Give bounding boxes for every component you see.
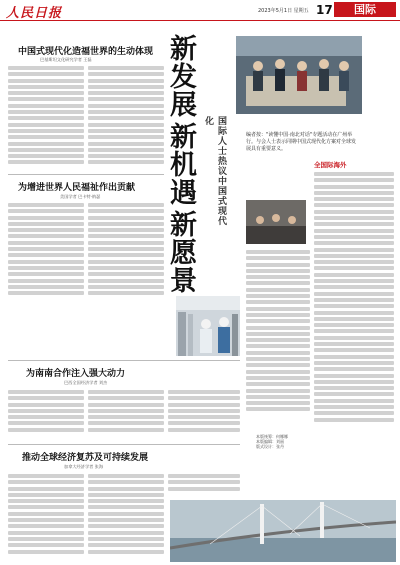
article-body [168, 474, 240, 498]
article-body [168, 390, 240, 440]
article-body [246, 250, 310, 420]
divider [8, 444, 240, 445]
section-label: 国际 [334, 2, 396, 17]
right-column-title: 全国际海外 [314, 161, 347, 169]
article-headline: 推动全球经济复苏及可持续发展 [22, 453, 149, 463]
credits: 本版统筹：何娜娜 本版编辑：刘丽 版式设计：张丹 [256, 434, 288, 449]
article-body [88, 474, 164, 562]
article-body [8, 66, 84, 170]
feature-title-line2: 新 机 遇 [170, 122, 197, 209]
article-byline: 加拿大经济学者 张海 [64, 464, 104, 469]
divider [8, 360, 240, 361]
page-number: 17 [316, 3, 333, 17]
article-headline: 为南南合作注入强大动力 [26, 369, 126, 379]
article-body [314, 172, 394, 432]
issue-date: 2023年5月1日 星期五 [258, 8, 309, 14]
bridge-photo [170, 500, 396, 562]
factory-workers-photo [176, 296, 240, 356]
feature-title-line1: 新 发 展 [170, 34, 197, 121]
newspaper-logo: 人民日报 [6, 6, 63, 21]
article-byline: 巴基斯坦文化研究学者 王磊 [40, 57, 92, 62]
conference-photo [236, 36, 362, 114]
article-body [88, 203, 164, 301]
feature-title-line3: 新 愿 景 [170, 210, 197, 297]
article-body [8, 203, 84, 301]
article-body [8, 390, 84, 440]
divider [8, 174, 164, 175]
article-headline: 为增进世界人民福祉作出贡献 [18, 183, 136, 193]
feature-subtitle: 国际人士热议中国式现代化 [203, 116, 226, 226]
article-body [8, 474, 84, 562]
article-body [88, 66, 164, 170]
article-body [88, 390, 164, 440]
meeting-photo [246, 200, 306, 244]
feature-lead: 编者按："读懂中国·南北对话"专题活动在广州举行。与会人士表示同期中国式现代化方案对全球发展具有重要意义。 [246, 132, 357, 152]
article-byline: 巴西全国经济学者 刘杰 [64, 380, 108, 385]
article-byline: 美国学者 巴卡特·纳瑟 [60, 194, 101, 199]
article-headline: 中国式现代化造福世界的生动体现 [18, 47, 154, 57]
